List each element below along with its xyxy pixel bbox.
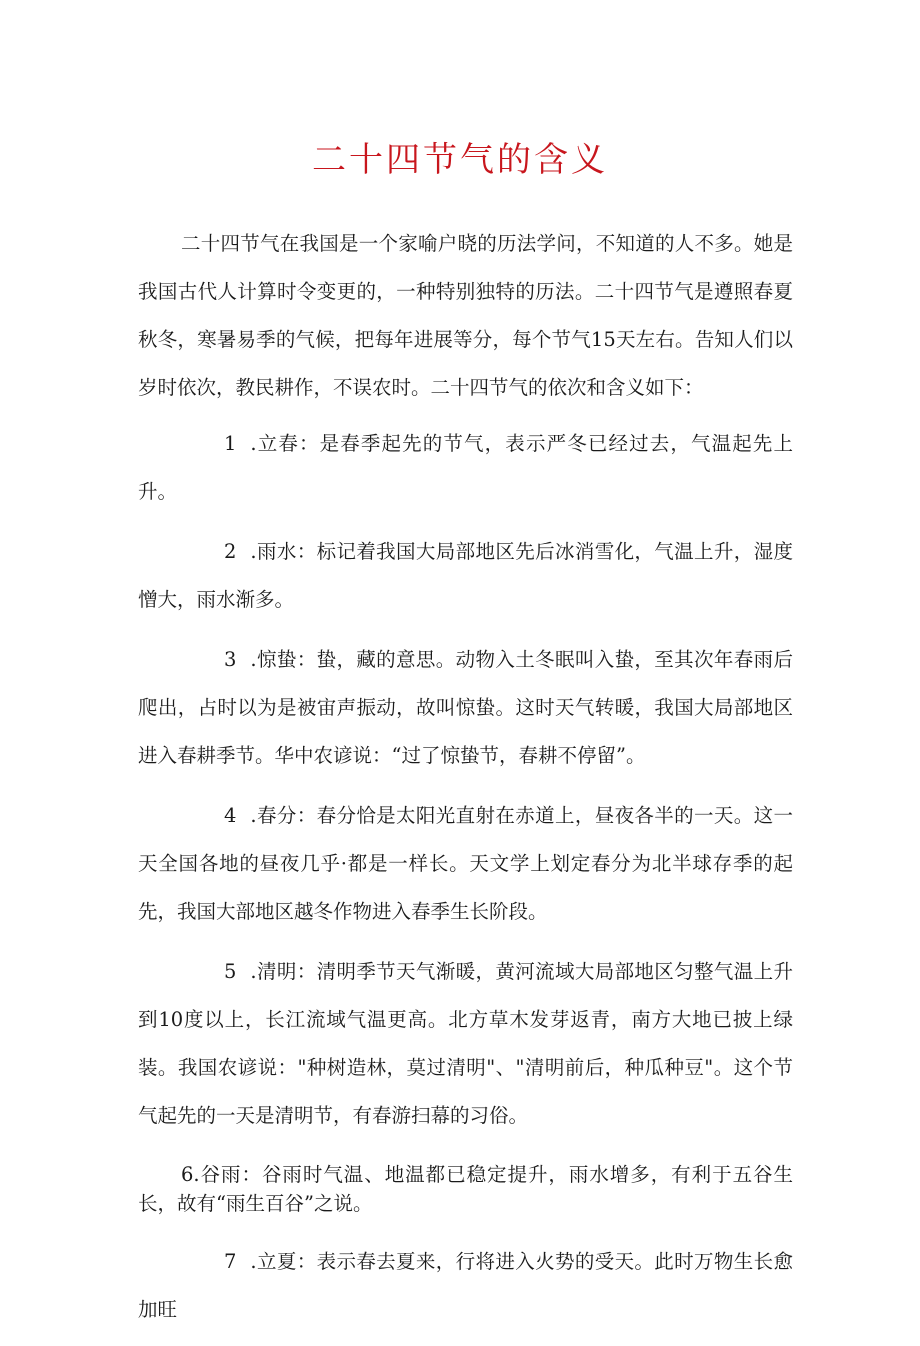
solar-term-paragraph — [138, 1160, 793, 1218]
solar-term-paragraph — [138, 528, 793, 624]
solar-term-paragraph — [138, 420, 793, 516]
paragraph-text: .雨水：标记着我国大局部地区先后冰消雪化，气温上升，湿度憎大，雨水渐多。 — [138, 540, 793, 611]
item-number: 3 — [224, 648, 237, 671]
paragraph-text: .立春：是春季起先的节气，表示严冬已经过去，气温起先上升。 — [138, 432, 793, 503]
item-number: 7 — [224, 1250, 237, 1273]
paragraph-text: 6.谷雨：谷雨时气温、地温都已稳定提升，雨水增多，有利于五谷生长，故有“雨生百谷”之说。 — [138, 1163, 793, 1215]
item-number: 2 — [224, 540, 237, 563]
solar-term-paragraph — [138, 1238, 793, 1334]
solar-term-paragraph — [138, 948, 793, 1140]
item-number: 4 — [224, 804, 237, 827]
paragraph-text: .惊蛰：蛰，藏的意思。动物入土冬眠叫入蛰，至其次年春雨后爬出，占时以为是被宙声振动，故叫惊蛰。这时天气转暖，我国大局部地区进入春耕季节。华中农谚说：“过了惊蛰节，春耕不停留”。 — [138, 648, 793, 767]
paragraph-text: .清明：清明季节天气渐暖，黄河流域大局部地区匀整气温上升到10度以上，长江流域气温更高。北方草木发芽返青，南方大地已披上绿装。我国农谚说："种树造林，莫过清明"、"清明前后，种瓜种豆"。这个节气起先的一天是清明节，有春游扫幕的习俗。 — [138, 960, 793, 1127]
page-title: 二十四节气的含义 — [312, 140, 608, 180]
item-number: 1 — [224, 432, 237, 455]
paragraph-text: .春分：春分恰是太阳光直射在赤道上，昼夜各半的一天。这一天全国各地的昼夜几乎·都是一样长。天文学上划定春分为北半球存季的起先，我国大部地区越冬作物进入春季生长阶段。 — [138, 804, 793, 923]
intro-paragraph — [138, 220, 793, 412]
item-number: 5 — [224, 960, 237, 983]
paragraph-text: .立夏：表示春去夏来，行将进入火势的受天。此时万物生长愈加旺 — [138, 1250, 793, 1321]
paragraph-text: 二十四节气在我国是一个家喻户晓的历法学问，不知道的人不多。她是我国古代人计算时令变更的，一种特别独特的历法。二十四节气是遵照春夏秋冬，寒暑易季的气候，把每年进展等分，每个节气15天左右。告知人们以岁时依次，教民耕作，不误农时。二十四节气的依次和含义如下： — [138, 232, 793, 399]
solar-term-paragraph — [138, 792, 793, 936]
solar-term-paragraph — [138, 636, 793, 780]
document-body — [138, 220, 793, 1346]
